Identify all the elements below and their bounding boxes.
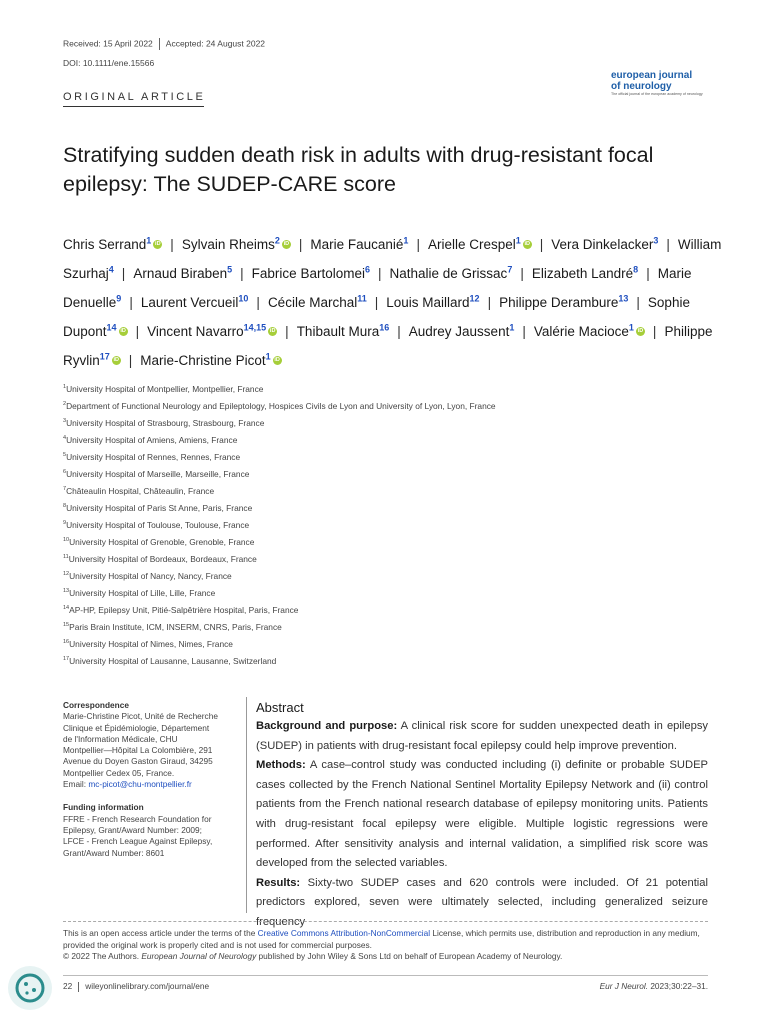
funding-line: FFRE - French Research Foundation for [63, 813, 212, 824]
journal-logo-line1: european journal [611, 70, 693, 81]
funding-text [63, 814, 248, 859]
author-name[interactable]: Cécile Marchal$^{11}$ [267, 293, 367, 310]
footer-divider [78, 982, 79, 992]
author-separator: | [170, 236, 174, 252]
abstract-paragraph [256, 717, 708, 756]
received-date: Received: 15 April 2022 [63, 38, 153, 49]
journal-logo-line2: of neurology [611, 81, 672, 92]
license-text [63, 928, 708, 951]
copyright-text [63, 951, 708, 963]
affiliation-number: 3 [63, 418, 67, 424]
affiliation-text: University Hospital of Strasbourg, Strasbourg, France [66, 417, 265, 428]
affiliation-number: 5 [63, 452, 67, 458]
affiliation-number: 6 [63, 469, 67, 475]
affiliation-text: University Hospital of Toulouse, Toulouse, France [66, 519, 250, 530]
orcid-icon[interactable]: iD [524, 241, 531, 248]
author-name[interactable]: Valérie Macioce$^1$ iD [533, 322, 644, 339]
doi[interactable]: DOI: 10.1111/ene.15566 [63, 58, 155, 68]
author-affiliation-sup: 1 [628, 322, 634, 332]
author-separator: | [135, 323, 140, 339]
affiliation [63, 552, 663, 569]
author-affiliation-sup: 13 [618, 293, 629, 303]
affiliation-text: University Hospital of Grenoble, Grenoble, France [69, 536, 255, 547]
orcid-icon[interactable]: iD [155, 241, 161, 248]
author-affiliation-sup: 12 [469, 293, 480, 303]
affiliation-number: 12 [63, 571, 70, 577]
abstract-paragraph-text: A case–control study was conducted including (i) definite or probable SUDEP cases collected by the French National Sentinel Mortality Epilepsy Network and (ii) control patients from the French national research database of epilepsy monitoring units. Patients with drug-resistant focal epilepsy were eligible. Multiple logistic regressions were performed. After sensitivity analysis and internal validation, a simplified risk score was developed from the selected variables. [256, 759, 708, 870]
affiliation-list [63, 382, 663, 671]
affiliation-number: 16 [63, 639, 70, 645]
affiliation-number: 9 [63, 520, 67, 526]
accessibility-badge[interactable] [8, 966, 52, 1010]
affiliation-text: University Hospital of Rennes, Rennes, France [66, 451, 241, 462]
author-list [63, 228, 723, 373]
author-separator: | [646, 265, 650, 281]
accepted-date: Accepted: 24 August 2022 [165, 38, 266, 49]
cookie-icon [8, 966, 52, 1010]
author-affiliation-sup: 1 [265, 351, 271, 361]
affiliation-text: University Hospital of Lausanne, Lausanne, Switzerland [69, 655, 277, 666]
funding-line: Epilepsy, Grant/Award Number: 2009; [63, 824, 202, 835]
author-separator: | [636, 294, 640, 310]
affiliation-text: University Hospital of Amiens, Amiens, France [66, 434, 238, 445]
author-name[interactable]: Marie Denuelle$^9$ [63, 265, 692, 310]
author-separator: | [121, 265, 126, 281]
affiliation [63, 569, 663, 586]
affiliation-number: 8 [63, 503, 67, 509]
author-name[interactable]: Marie Faucanié$^1$ [310, 235, 409, 252]
affiliation [63, 586, 663, 603]
author-affiliation-sup: 14 [106, 322, 117, 332]
author-separator: | [374, 294, 379, 310]
author-name[interactable]: Philippe Derambure$^{13}$ [499, 293, 629, 310]
affiliation-text: Châteaulin Hospital, Châteaulin, France [66, 485, 215, 496]
affiliation [63, 399, 663, 416]
affiliation-text: University Hospital of Lille, Lille, France [69, 587, 216, 598]
affiliation-number: 1 [63, 384, 67, 390]
affiliation-number: 14 [63, 605, 70, 611]
copyright-post: published by John Wiley & Sons Ltd on behalf of European Academy of Neurology. [256, 951, 563, 961]
orcid-icon[interactable]: iD [120, 328, 126, 335]
correspondence-line: Clinique et Épidémiologie, Département [63, 722, 210, 733]
author-name[interactable]: Fabrice Bartolomei$^6$ [251, 264, 370, 281]
email-label: Email: [63, 779, 87, 790]
author-affiliation-sup: 10 [238, 293, 249, 303]
correspondence-line: de l'Information Médicale, CHU [63, 733, 178, 744]
article-dates [63, 38, 265, 50]
page-number: 22 [63, 981, 73, 991]
author-separator: | [397, 323, 401, 339]
author-affiliation-sup: 1 [515, 235, 521, 245]
author-name[interactable]: Vincent Navarro$^{14,15}$ iD [147, 322, 276, 339]
author-name[interactable]: William Szurhaj$^4$ [63, 236, 722, 281]
affiliation-text: University Hospital of Paris St Anne, Paris, France [66, 502, 253, 513]
author-separator: | [539, 236, 544, 252]
license-link[interactable]: Creative Commons Attribution-NonCommercial [257, 928, 431, 938]
orcid-icon[interactable]: iD [274, 357, 280, 364]
affiliation [63, 620, 663, 637]
abstract [256, 699, 708, 933]
copyright-pre: © 2022 The Authors. [63, 951, 142, 961]
author-affiliation-sup: 1 [146, 235, 152, 245]
affiliation-number: 2 [63, 401, 67, 407]
affiliation-text: Department of Functional Neurology and Epileptology, Hospices Civils de Lyon and University of Lyon, Lyon, France [66, 400, 496, 411]
citation [600, 981, 708, 991]
affiliation-number: 13 [63, 588, 70, 594]
affiliation-number: 10 [63, 537, 70, 543]
author-name[interactable]: Sophie Dupont$^{14}$ iD [63, 294, 690, 339]
affiliation-text: Paris Brain Institute, ICM, INSERM, CNRS, Paris, France [69, 621, 282, 632]
affiliation-number: 11 [63, 554, 69, 560]
author-affiliation-sup: 1 [403, 235, 409, 245]
affiliation [63, 467, 663, 484]
license-divider [63, 921, 708, 922]
divider [159, 38, 160, 50]
author-separator: | [522, 323, 526, 339]
affiliation-text: University Hospital of Bordeaux, Bordeaux, France [68, 553, 257, 564]
funding-line: Grant/Award Number: 8601 [63, 847, 165, 858]
affiliation [63, 382, 663, 399]
correspondence-address [63, 711, 248, 779]
correspondence-line: Marie-Christine Picot, Unité de Recherche [63, 711, 218, 722]
author-name[interactable]: Elizabeth Landré$^8$ [531, 264, 639, 281]
author-separator: | [666, 236, 670, 252]
affiliation [63, 501, 663, 518]
license-pre: This is an open access article under the terms of the [63, 928, 258, 938]
author-name[interactable]: Nathalie de Grissac$^7$ [389, 264, 513, 281]
citation-rest: 2023;30:22–31. [648, 981, 708, 991]
author-name[interactable]: Laurent Vercueil$^{10}$ [140, 293, 249, 310]
author-separator: | [129, 294, 133, 310]
correspondence-email [63, 779, 248, 790]
author-separator: | [377, 265, 382, 281]
author-affiliation-sup: 6 [364, 264, 370, 274]
author-separator: | [298, 236, 303, 252]
correspondence-line: Montpellier—Hôpital La Colombière, 291 [63, 745, 213, 756]
affiliation-text: University Hospital of Montpellier, Montpellier, France [66, 383, 264, 394]
author-affiliation-sup: 4 [108, 264, 114, 274]
affiliation-text: AP-HP, Epilepsy Unit, Pitié-Salpêtrière Hospital, Paris, France [69, 604, 299, 615]
author-separator: | [416, 236, 420, 252]
correspondence-line: Avenue du Doyen Gaston Giraud, 34295 [63, 756, 213, 767]
author-name[interactable]: Arielle Crespel$^1$ iD [427, 235, 531, 252]
author-affiliation-sup: 2 [274, 235, 280, 245]
column-divider [246, 697, 247, 913]
page-footer [63, 981, 708, 992]
author-affiliation-sup: 5 [227, 264, 233, 274]
affiliation [63, 603, 663, 620]
author-name[interactable]: Thibault Mura$^{16}$ [296, 322, 390, 339]
abstract-paragraph-label: Background and purpose: [256, 720, 398, 732]
section-label: ORIGINAL ARTICLE [63, 91, 206, 103]
orcid-icon[interactable]: iD [283, 241, 290, 248]
abstract-paragraph [256, 756, 708, 874]
abstract-heading: Abstract [256, 700, 304, 715]
affiliation [63, 535, 663, 552]
copyright-journal: European Journal of Neurology [141, 951, 257, 961]
license-notice [63, 928, 708, 963]
footer-rule [63, 975, 708, 976]
affiliation-number: 15 [63, 622, 70, 628]
author-name[interactable]: Vera Dinkelacker$^3$ [551, 235, 659, 252]
journal-url[interactable]: wileyonlinelibrary.com/journal/ene [85, 981, 210, 991]
funding-line: LFCE - French League Against Epilepsy, [63, 836, 213, 847]
article-title: Stratifying sudden death risk in adults with drug-resistant focal epilepsy: The SUDEP-CARE score [63, 143, 654, 196]
journal-tagline: The official journal of the european academy of neurology [611, 92, 703, 96]
abstract-paragraph-text: A clinical risk score for sudden unexpected death in epilepsy (SUDEP) in patients with drug-resistant focal epilepsy could help improve prevention. [256, 720, 709, 752]
author-separator: | [285, 323, 289, 339]
license-post: License, which permits use, distribution and reproduction in any medium, provided the original work is properly cited and is not used for commercial purposes. [63, 928, 700, 950]
author-name[interactable]: Chris Serrand$^1$ iD [63, 235, 161, 252]
journal-logo[interactable] [611, 70, 706, 97]
abstract-body [256, 717, 708, 933]
author-affiliation-sup: 16 [379, 322, 390, 332]
author-name[interactable]: Audrey Jaussent$^1$ [408, 322, 515, 339]
section-rule [63, 106, 204, 107]
citation-journal: Eur J Neurol. [599, 981, 649, 991]
affiliation-number: 4 [63, 435, 67, 441]
author-separator: | [520, 265, 524, 281]
author-separator: | [128, 352, 133, 368]
funding-heading: Funding information [63, 802, 144, 813]
affiliation [63, 484, 663, 501]
affiliation-number: 17 [63, 656, 70, 662]
affiliation [63, 416, 663, 433]
author-name[interactable]: Louis Maillard$^{12}$ [386, 293, 480, 310]
affiliation [63, 518, 663, 535]
correspondence-line: Montpellier Cedex 05, France. [63, 767, 175, 778]
correspondence-block [63, 700, 248, 859]
author-name[interactable]: Philippe Ryvlin$^{17}$ iD [63, 323, 713, 368]
affiliation [63, 637, 663, 654]
author-separator: | [487, 294, 492, 310]
author-affiliation-sup: 9 [116, 293, 122, 303]
author-separator: | [240, 265, 244, 281]
author-name[interactable]: Arnaud Biraben$^5$ [133, 264, 233, 281]
author-separator: | [256, 294, 260, 310]
author-affiliation-sup: 1 [509, 322, 515, 332]
affiliation [63, 450, 663, 467]
orcid-icon[interactable]: iD [637, 328, 644, 335]
author-separator: | [652, 323, 657, 339]
author-affiliation-sup: 7 [507, 264, 513, 274]
abstract-paragraph-text: Sixty-two SUDEP cases and 620 controls were included. Of 21 potential predictors explored, seven were ultimately selected, including generalized seizure frequency [256, 876, 708, 928]
orcid-icon[interactable]: iD [269, 328, 276, 335]
affiliation-number: 7 [63, 486, 67, 492]
affiliation-text: University Hospital of Nimes, Nimes, France [69, 638, 233, 649]
email-link[interactable]: mc-picot@chu-montpellier.fr [88, 779, 192, 790]
author-affiliation-sup: 3 [653, 235, 659, 245]
affiliation [63, 654, 663, 671]
abstract-paragraph [256, 874, 708, 933]
affiliation [63, 433, 663, 450]
abstract-paragraph-label: Results: [256, 876, 301, 889]
author-affiliation-sup: 17 [99, 351, 110, 361]
correspondence-heading: Correspondence [63, 700, 129, 710]
author-name[interactable]: Sylvain Rheims$^2$ iD [181, 235, 290, 252]
abstract-paragraph-label: Methods: [256, 759, 306, 772]
affiliation-text: University Hospital of Marseille, Marseille, France [66, 468, 250, 479]
author-affiliation-sup: 14,15 [243, 322, 267, 332]
author-affiliation-sup: 11 [357, 293, 367, 303]
author-affiliation-sup: 8 [633, 264, 639, 274]
affiliation-text: University Hospital of Nancy, Nancy, France [69, 570, 232, 581]
author-name[interactable]: Marie-Christine Picot$^1$ iD [140, 351, 280, 368]
orcid-icon[interactable]: iD [113, 357, 120, 364]
